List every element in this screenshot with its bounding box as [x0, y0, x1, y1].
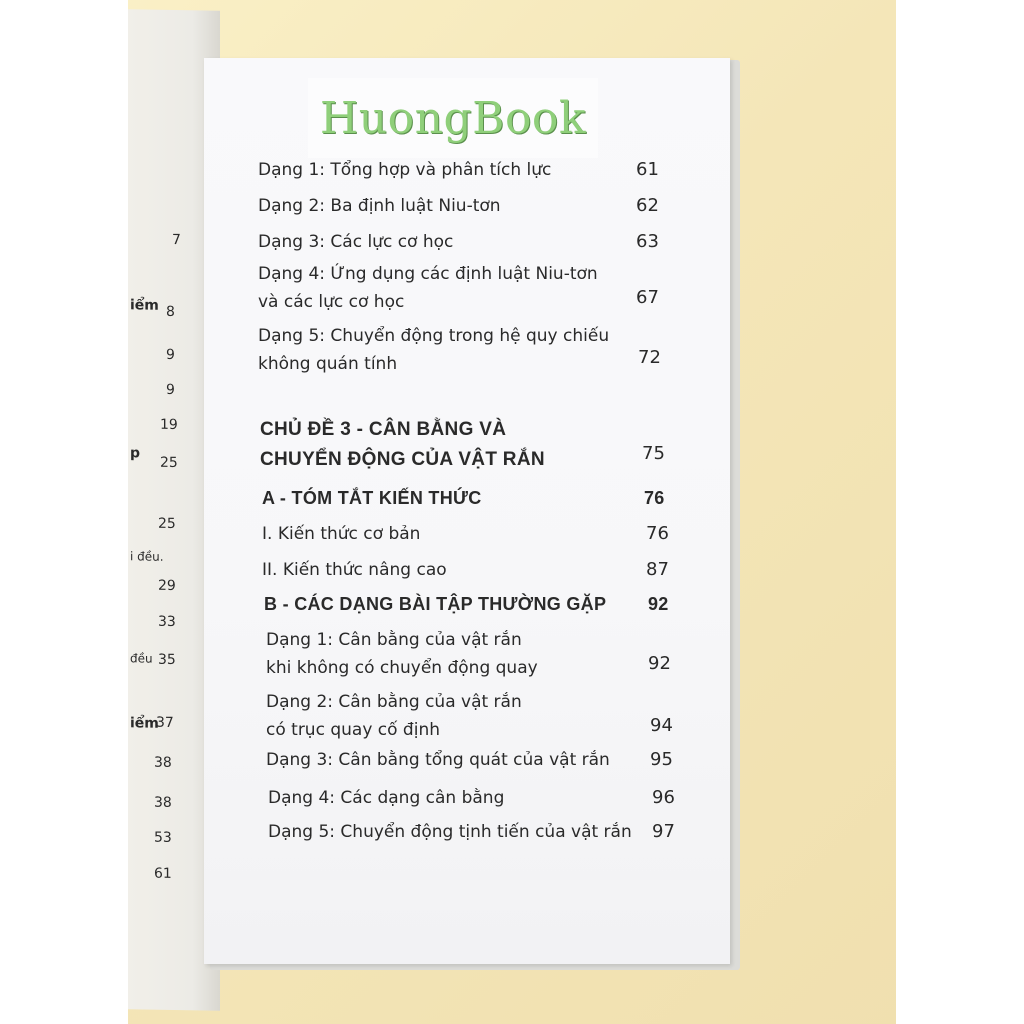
toc-entry-label: Dạng 4: Ứng dụng các định luật Niu-tơn [258, 264, 598, 284]
left-page-fragment: p [130, 445, 141, 462]
toc-entry-label: Dạng 3: Các lực cơ học [258, 232, 454, 252]
toc-entry-label: Dạng 1: Tổng hợp và phân tích lực [258, 160, 552, 180]
toc-page-number: 87 [646, 559, 669, 580]
toc-page-number: 67 [636, 287, 659, 308]
toc-entry-label-continued: và các lực cơ học [258, 292, 405, 312]
left-page-number: 38 [154, 794, 172, 811]
toc-entry-label: Dạng 5: Chuyển động tịnh tiến của vật rắn [268, 822, 632, 842]
left-page-number: 25 [160, 454, 178, 472]
left-page-fragment: đều [130, 651, 153, 666]
toc-page-number: 92 [648, 594, 669, 614]
toc-page-number: 76 [644, 488, 665, 508]
left-page-fragment: iểm [130, 715, 159, 732]
section-title: A - TÓM TẮT KIẾN THỨC [262, 488, 482, 508]
left-page-fragment: i đều. [130, 549, 164, 564]
toc-entry-label: Dạng 1: Cân bằng của vật rắn [266, 630, 522, 650]
left-page-number: 53 [154, 829, 172, 846]
toc-entry-label: Dạng 5: Chuyển động trong hệ quy chiếu [258, 326, 610, 346]
left-white-border [0, 0, 128, 1024]
watermark-text: HuongBook [319, 92, 587, 144]
chapter-title: CHỦ ĐỀ 3 - CÂN BẰNG VÀ [260, 419, 507, 440]
toc-page-number: 72 [638, 347, 661, 368]
toc-entry-label-continued: khi không có chuyển động quay [266, 658, 538, 678]
toc-page-number: 96 [652, 787, 675, 808]
left-page-number: 9 [166, 381, 175, 399]
watermark-logo [308, 78, 598, 158]
left-page-number: 7 [172, 231, 181, 249]
toc-entry-label: II. Kiến thức nâng cao [262, 560, 447, 580]
toc-page-number: 97 [652, 821, 675, 842]
left-page-number: 8 [166, 303, 175, 321]
left-page-number: 9 [166, 346, 175, 364]
left-page-number: 38 [154, 754, 172, 771]
left-page-number: 33 [158, 613, 176, 631]
toc-page-number: 63 [636, 231, 659, 252]
section-title: B - CÁC DẠNG BÀI TẬP THƯỜNG GẶP [264, 594, 607, 614]
toc-page-number: 76 [646, 523, 669, 544]
toc-page-number: 75 [642, 443, 665, 464]
left-page-number: 19 [160, 416, 178, 434]
left-page-number: 37 [156, 714, 174, 731]
toc-entry-label: Dạng 4: Các dạng cân bằng [268, 788, 505, 808]
toc-entry-label: Dạng 3: Cân bằng tổng quát của vật rắn [266, 750, 610, 770]
toc-entry-label: Dạng 2: Cân bằng của vật rắn [266, 692, 522, 712]
toc-page-number: 92 [648, 653, 671, 674]
toc-entry-label-continued: có trục quay cố định [266, 720, 440, 740]
left-page-number: 61 [154, 865, 172, 882]
toc-page-number: 94 [650, 715, 673, 736]
toc-page-number: 95 [650, 749, 673, 770]
toc-page-number: 61 [636, 159, 659, 180]
toc-page-number: 62 [636, 195, 659, 216]
toc-entry-label: Dạng 2: Ba định luật Niu-tơn [258, 196, 501, 216]
left-page-number: 35 [158, 651, 176, 669]
left-page-fragment: iểm [130, 297, 159, 314]
toc-entry-label-continued: không quán tính [258, 354, 398, 374]
left-page-number: 29 [158, 577, 176, 595]
right-white-border [896, 0, 1024, 1024]
chapter-title-continued: CHUYỂN ĐỘNG CỦA VẬT RẮN [260, 449, 545, 470]
toc-entry-label: I. Kiến thức cơ bản [262, 524, 421, 544]
left-page-number: 25 [158, 515, 176, 533]
